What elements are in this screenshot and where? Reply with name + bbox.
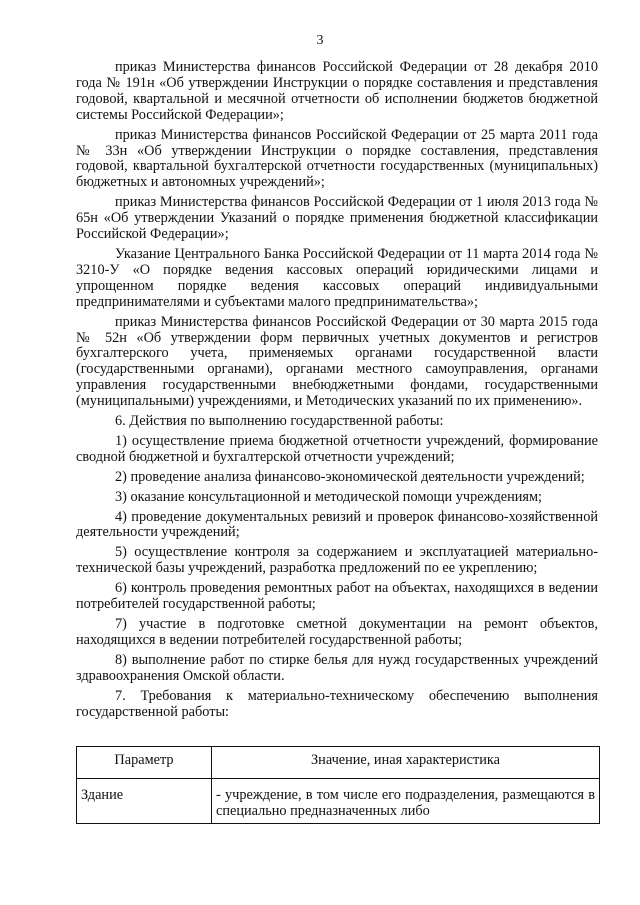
- action-item-7: 7) участие в подготовке сметной документации на ремонт объектов, находящихся в ведении потребителей государственной работы;: [76, 616, 598, 648]
- action-item-1: 1) осуществление приема бюджетной отчетности учреждений, формирование сводной бюджетной и бухгалтерской отчетности учреждений;: [76, 432, 598, 465]
- paragraph-order-52n: приказ Министерства финансов Российской Федерации от 30 марта 2015 года № 52н «Об утверждении форм первичных учетных документов и регистров бухгалтерского учета, применяемых органами государственной власти (государственными органами), органами местного самоуправления, органами управления государственными внебюджетными фондами, государственными (муниципальными) учреждениями, и Методических указаний по их применению».: [76, 313, 598, 410]
- paragraph-instruction-3210u: Указание Центрального Банка Российской Федерации от 11 марта 2014 года № 3210-У «О порядке ведения кассовых операций юридическими лицами и упрощенном порядке ведения кассовых операций индивидуальными предпринимателями и субъектами малого предпринимательства»;: [76, 245, 598, 310]
- table-row: [77, 779, 600, 824]
- paragraph-order-65n: приказ Министерства финансов Российской Федерации от 1 июля 2013 года № 65н «Об утверждении Указаний о порядке применения бюджетной классификации Российской Федерации»;: [76, 194, 598, 243]
- paragraph-order-191n: приказ Министерства финансов Российской Федерации от 28 декабря 2010 года № 191н «Об утверждении Инструкции о порядке составления и представления годовой, квартальной и месячной отчетности об исполнении бюджетов бюджетной системы Российской Федерации»;: [76, 59, 598, 123]
- table-cell-parameter: Здание: [77, 779, 212, 824]
- table-header-row: [77, 747, 600, 779]
- requirements-table: [76, 746, 600, 824]
- action-item-3: 3) оказание консультационной и методической помощи учреждениям;: [115, 488, 542, 505]
- page-number: 3: [316, 33, 324, 48]
- section-6-heading: 6. Действия по выполнению государственной работы:: [115, 413, 444, 430]
- paragraph-order-33n: приказ Министерства финансов Российской Федерации от 25 марта 2011 года № 33н «Об утверждении Инструкции о порядке составления, представления годовой, квартальной бухгалтерской отчетности государственных (муниципальных) бюджетных и автономных учреждений»;: [76, 126, 598, 191]
- action-item-2: 2) проведение анализа финансово-экономической деятельности учреждений;: [115, 468, 585, 485]
- action-item-4: 4) проведение документальных ревизий и проверок финансово-хозяйственной деятельности учреждений;: [76, 508, 598, 541]
- document-body: [76, 60, 598, 824]
- table-cell-value: - учреждение, в том числе его подразделения, размещаются в специально предназначенных либо: [212, 779, 600, 824]
- action-item-6: 6) контроль проведения ремонтных работ на объектах, находящихся в ведении потребителей государственной работы;: [76, 580, 598, 613]
- action-item-8: 8) выполнение работ по стирке белья для нужд государственных учреждений здравоохранения Омской области.: [76, 651, 598, 684]
- section-7-heading: 7. Требования к материально-техническому обеспечению выполнения государственной работы:: [76, 687, 598, 720]
- action-item-5: 5) осуществление контроля за содержанием и эксплуатацией материально-технической базы учреждений, разработка предложений по ее укреплению;: [76, 544, 598, 577]
- column-header-value: Значение, иная характеристика: [212, 747, 600, 779]
- column-header-parameter: Параметр: [77, 747, 212, 779]
